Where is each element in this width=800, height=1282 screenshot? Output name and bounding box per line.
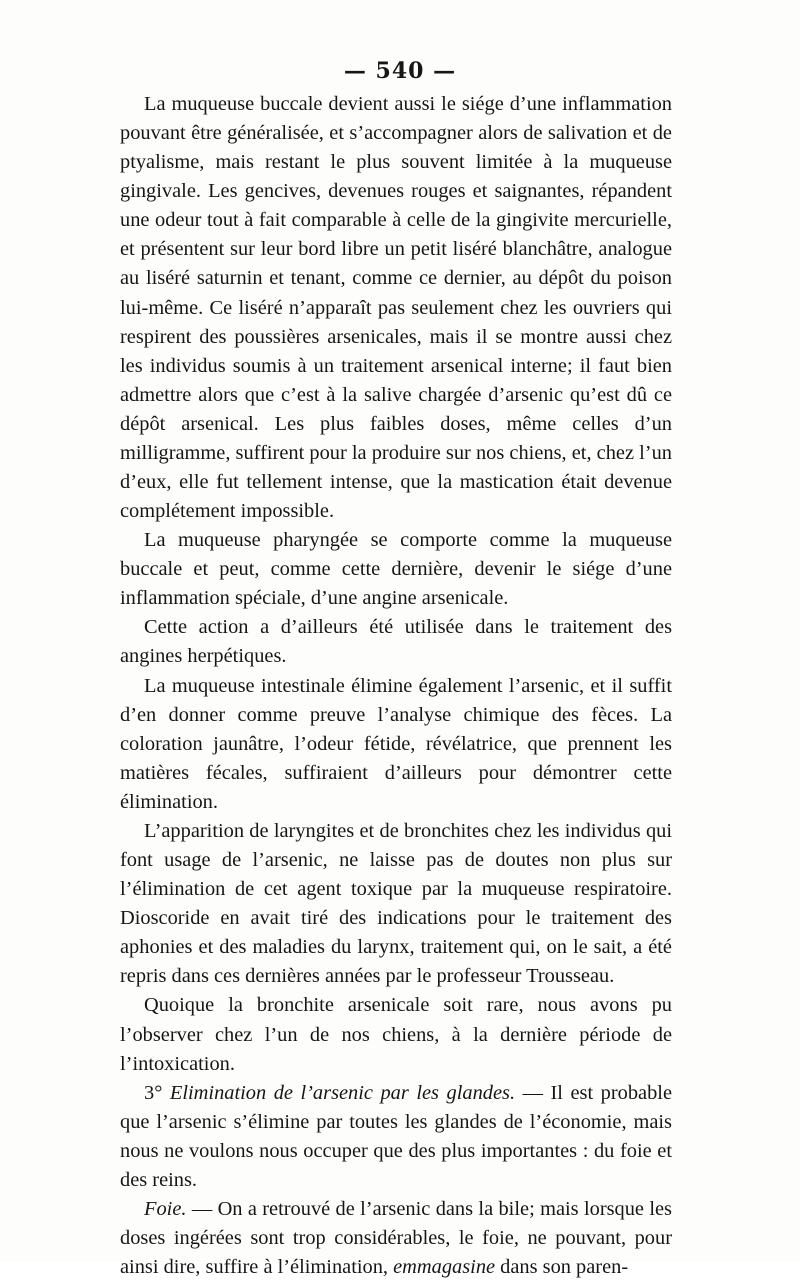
paragraph [120,90,672,526]
text-run: La muqueuse buccale devient aussi le siége d’une inflammation pouvant être généralisée, et s’accompagner alors de salivation et de ptyalisme, mais restant le plus souvent limitée à la muqueuse gingivale. Les gencives, devenues rouges et saignantes, répandent une odeur tout à fait comparable à celle de la gingivite mercurielle, et présentent sur leur bord libre un petit liséré blanchâtre, analogue au liséré saturnin et tenant, comme ce dernier, au dépôt du poison lui-même. Ce liséré n’apparaît pas seulement chez les ouvriers qui respirent des poussières arsenicales, mais il se montre aussi chez les individus soumis à un traitement arsenical interne; il faut bien admettre alors que c’est à la salive chargée d’arsenic qu’est dû ce dépôt arsenical. Les plus faibles doses, même celles d’un milligramme, suffirent pour la produire sur nos chiens, et, chez l’un d’eux, elle fut tellement intense, que la mastication était devenue complétement impossible. [120,93,672,523]
italic-run: Elimination de l’arsenic par les glandes. [169,1081,516,1104]
text-run: L’apparition de laryngites et de bronchites chez les individus qui font usage de l’arsenic, ne laisse pas de doutes non plus sur l’élimination de cet agent toxique par la muqueuse respiratoire. Dioscoride en avait tiré des indications pour le traitement des aphonies et des maladies du larynx, traitement qui, on le sait, a été repris dans ces dernières années par le professeur Trousseau. [120,819,672,988]
page-number: — 540 — [343,58,457,84]
text-run: Cette action a d’ailleurs été utilisée dans le traitement des angines herpétiques. [120,616,672,668]
italic-run: Foie. [144,1197,187,1220]
paragraph [120,991,672,1078]
body-text [120,90,672,1282]
paragraph [120,1195,672,1282]
text-run: La muqueuse intestinale élimine également l’arsenic, et il suffit d’en donner comme preuve l’analyse chimique des fèces. La coloration jaunâtre, l’odeur fétide, révélatrice, que prennent les matières fécales, suffiraient d’ailleurs pour démontrer cette élimination. [120,674,672,813]
text-run: La muqueuse pharyngée se comporte comme la muqueuse buccale et peut, comme cette dernière, devenir le siége d’une inflammation spéciale, d’une angine arsenicale. [120,529,672,610]
paragraph [120,672,672,817]
italic-run: emmagasine [393,1256,496,1279]
paragraph [120,817,672,991]
text-run: dans son paren- [495,1256,629,1279]
text-run: — On a retrouvé de l’arsenic dans la bile; mais lorsque les doses ingérées sont trop considérables, le foie, ne pouvant, pour ainsi dire, suffire à l’élimination, [120,1197,672,1279]
paragraph [120,613,672,671]
text-run: Quoique la bronchite arsenicale soit rare, nous avons pu l’observer chez l’un de nos chiens, à la dernière période de l’intoxication. [120,994,672,1075]
text-run: — Il est probable que l’arsenic s’élimine par toutes les glandes de l’économie, mais nous ne voulons nous occuper que des plus importantes : du foie et des reins. [120,1081,673,1191]
text-run: 3° [144,1081,170,1104]
paragraph [120,1079,672,1195]
paragraph [120,526,672,613]
